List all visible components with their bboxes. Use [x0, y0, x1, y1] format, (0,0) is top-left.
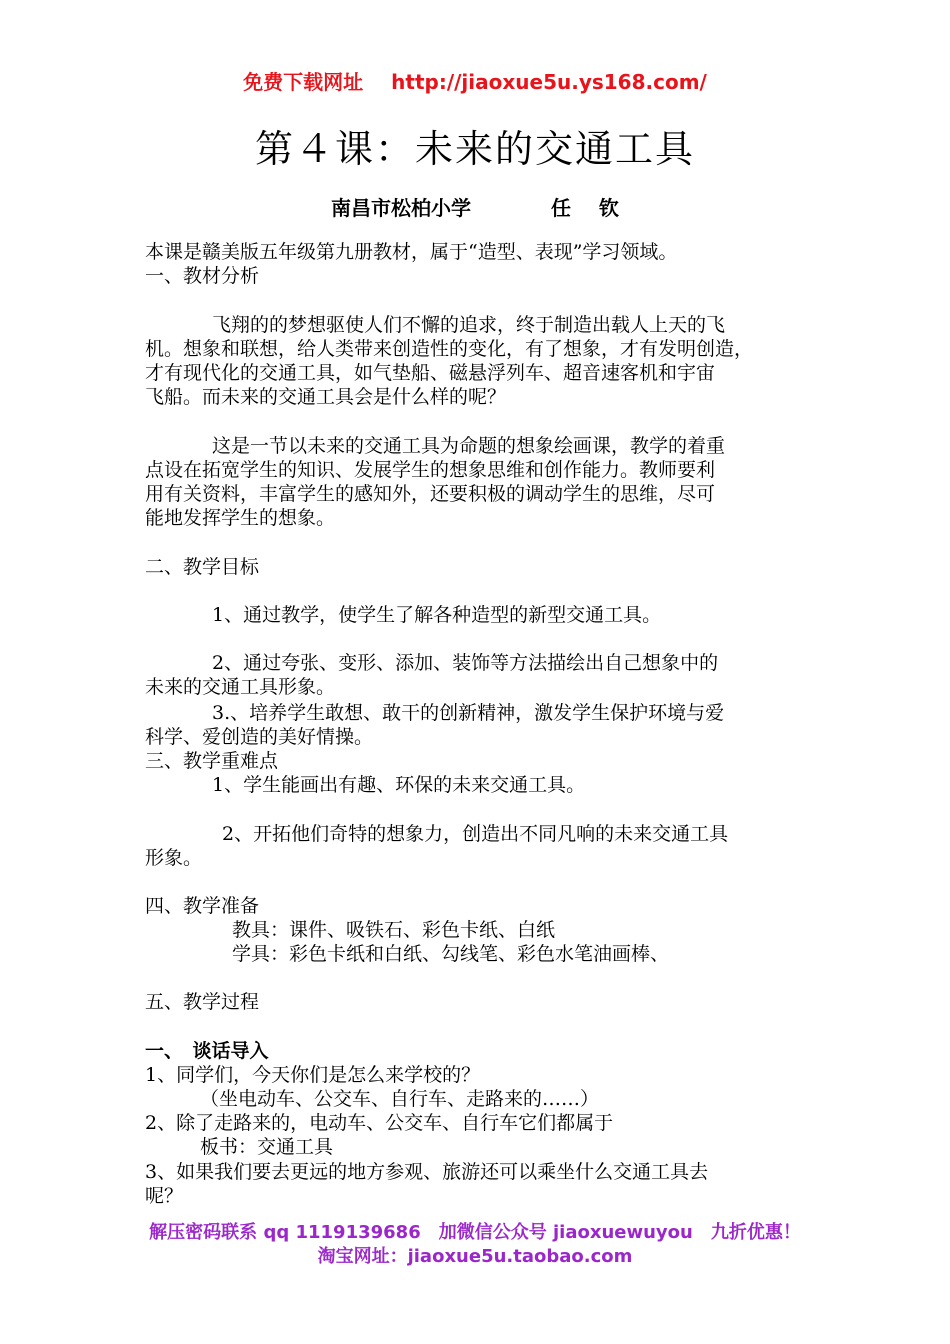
question-item: 2、除了走路来的，电动车、公交车、自行车它们都属于 — [145, 1112, 614, 1134]
paragraph-line: 机。想象和联想，给人类带来创造性的变化，有了想象，才有发明创造， — [145, 338, 754, 360]
board-note: 板书：交通工具 — [200, 1136, 334, 1158]
step-heading-intro: 一、 谈话导入 — [145, 1040, 269, 1062]
paragraph-line: 能地发挥学生的想象。 — [145, 507, 336, 529]
download-url[interactable]: http://jiaoxue5u.ys168.com/ — [391, 70, 707, 94]
question-item-cont: 呢？ — [145, 1185, 184, 1207]
key-point-item-cont: 形象。 — [145, 847, 203, 869]
paragraph-line: 这是一节以未来的交通工具为命题的想象绘画课，教学的着重 — [212, 435, 726, 457]
section-heading-preparation: 四、教学准备 — [145, 895, 260, 917]
prep-item-student: 学具：彩色卡纸和白纸、勾线笔、彩色水笔油画棒、 — [232, 943, 670, 965]
footer-shop-link[interactable]: 淘宝网址：jiaoxue5u.taobao.com — [317, 1246, 633, 1267]
question-item: 1、同学们，今天你们是怎么来学校的？ — [145, 1064, 481, 1086]
section-heading-goals: 二、教学目标 — [145, 556, 260, 578]
page-title: 第４课：未来的交通工具 — [254, 127, 695, 171]
section-heading-key-points: 三、教学重难点 — [145, 750, 279, 772]
goal-item: 1、通过教学，使学生了解各种造型的新型交通工具。 — [212, 604, 662, 626]
goal-item: 2、通过夸张、变形、添加、装饰等方法描绘出自己想象中的 — [212, 652, 719, 674]
teacher-name-1: 任 — [551, 196, 571, 220]
key-point-item: 2、开拓他们奇特的想象力，创造出不同凡响的未来交通工具 — [222, 823, 729, 845]
goal-item-cont: 未来的交通工具形象。 — [145, 676, 336, 698]
download-label: 免费下载网址 — [243, 70, 364, 94]
teacher-name-2: 钦 — [599, 196, 619, 220]
paragraph-line: 用有关资料，丰富学生的感知外，还要积极的调动学生的思维，尽可 — [145, 483, 716, 505]
paragraph-line: 才有现代化的交通工具，如气垫船、磁悬浮列车、超音速客机和宇宙 — [145, 362, 716, 384]
paragraph-line: 飞翔的的梦想驱使人们不懈的追求，终于制造出载人上天的飞 — [212, 314, 726, 336]
question-item: 3、如果我们要去更远的地方参观、旅游还可以乘坐什么交通工具去 — [145, 1161, 709, 1183]
goal-item: 3.、培养学生敢想、敢干的创新精神，激发学生保护环境与爱 — [212, 702, 725, 724]
download-link-header[interactable] — [0, 66, 950, 95]
footer-contact: 解压密码联系 qq 1119139686 加微信公众号 jiaoxuewuyou 九折优惠！ — [149, 1222, 801, 1243]
section-heading-process: 五、教学过程 — [145, 991, 260, 1013]
key-point-item: 1、学生能画出有趣、环保的未来交通工具。 — [212, 774, 586, 796]
paragraph-line: 飞船。而未来的交通工具会是什么样的呢？ — [145, 386, 507, 408]
prep-item-teacher: 教具：课件、吸铁石、彩色卡纸、白纸 — [232, 919, 556, 941]
school-name: 南昌市松柏小学 — [331, 196, 471, 220]
goal-item-cont: 科学、爱创造的美好情操。 — [145, 726, 374, 748]
author-line — [0, 192, 950, 221]
section-heading-analysis: 一、教材分析 — [145, 265, 260, 287]
intro-text: 本课是赣美版五年级第九册教材，属于“造型、表现”学习领域。 — [145, 241, 678, 263]
answer-item: （坐电动车、公交车、自行车、走路来的……） — [200, 1088, 600, 1110]
paragraph-line: 点设在拓宽学生的知识、发展学生的想象思维和创作能力。教师要利 — [145, 459, 716, 481]
